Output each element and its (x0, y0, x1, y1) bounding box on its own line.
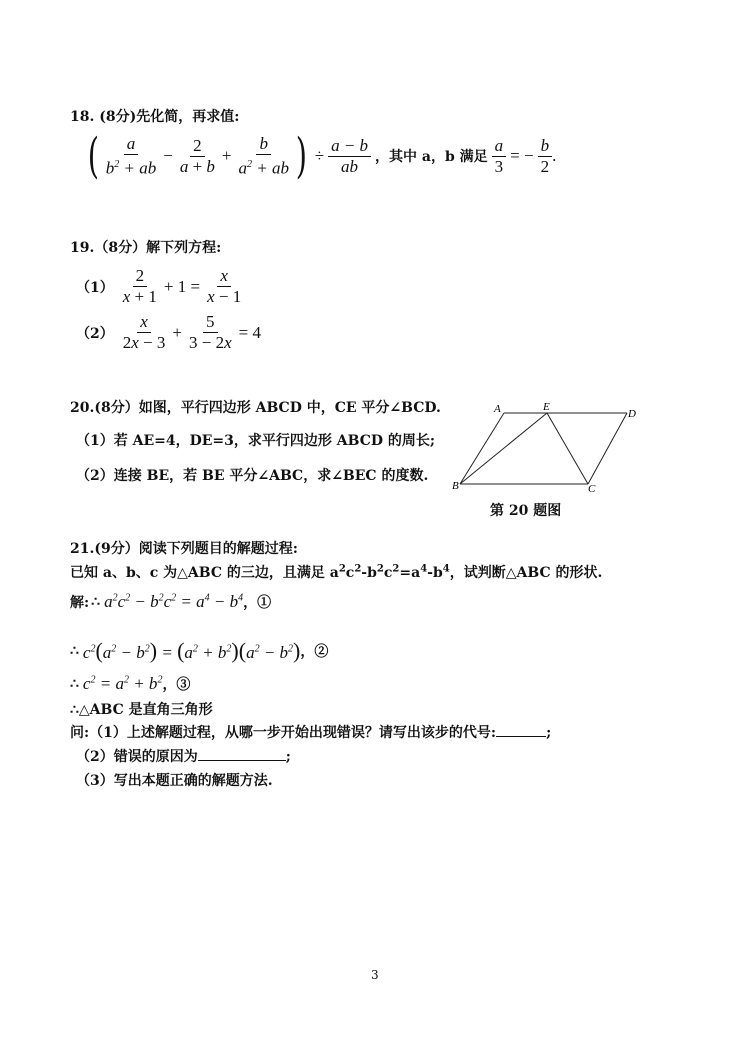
segment-ab (460, 413, 504, 484)
segment-dc (588, 413, 627, 484)
q21-step-2: ∴ $c^2(a^2 - b^2) = (a^2 + b^2)(a^2 - b^2)$ ，② (70, 638, 329, 663)
q19-equation-2: （2） $\frac{x}{2x - 3}$ + $\frac{5}{3 - 2x}$ = 4 (76, 312, 261, 352)
label-b: B (452, 480, 459, 492)
answer-blank-2[interactable] (198, 760, 286, 761)
answer-blank-1[interactable] (496, 736, 546, 737)
segment-be (460, 413, 547, 484)
right-paren: ) (295, 128, 307, 184)
q19-part1-label: （1） (76, 279, 114, 296)
therefore-symbol: ∴ (70, 676, 79, 692)
q20-figure-caption: 第 20 题图 (490, 503, 562, 519)
q19-equation-1: （1） $\frac{2}{x + 1}$ + 1 = $\frac{x}{x - 1}$ (76, 266, 242, 306)
q21-question-3: （3）写出本题正确的解题方法. (76, 773, 273, 789)
q18-condition-text: ，其中 a，b 满足 (375, 149, 488, 165)
label-d: D (628, 408, 636, 420)
step-1-marker: ，① (243, 595, 272, 611)
q21-intro: 已知 a、b、c 为△ABC 的三边，且满足 $a^2c^2-b^2c^2=a^4-b^4$，试判断△ABC 的形状. (70, 563, 603, 581)
q21-conclusion: ∴△ABC 是直角三角形 (70, 702, 213, 718)
q19-heading: 19.（8分）解下列方程: (70, 240, 222, 256)
q21-step-3: ∴ $c^2 = a^2 + b^2$ ，③ (70, 674, 191, 693)
label-a: A (494, 403, 501, 415)
solution-label: 解: (70, 595, 90, 611)
q21-step-1: 解: ∴ $a^2c^2 - b^2c^2 = a^4 - b^4$ ，① (70, 592, 272, 611)
q18-expression: ( $\frac{a}{b^2 + ab}$ − $\frac{2}{a + b}$ + $\frac{b}{a^2 + ab}$ ) ÷ $\frac{a - b}{ab}$ ，其中 a，b 满足 $\frac{a}{3}$ = − $\frac{b}{2}$ . (87, 128, 557, 184)
segment-ec (547, 413, 588, 484)
label-c: C (588, 483, 596, 495)
left-paren: ( (87, 128, 99, 184)
q21-question-2: （2）错误的原因为 ; (76, 749, 291, 765)
q21-heading: 21.(9分）阅读下列题目的解题过程: (70, 541, 298, 557)
step-2-marker: ，② (300, 644, 329, 660)
q20-part2: （2）连接 BE，若 BE 平分∠ABC，求∠BEC 的度数. (76, 468, 429, 484)
q19-part2-label: （2） (76, 325, 114, 342)
page-number: 3 (371, 968, 379, 982)
q20-part1: （1）若 AE=4，DE=3，求平行四边形 ABCD 的周长; (76, 433, 436, 449)
q20-heading: 20.(8分）如图，平行四边形 ABCD 中，CE 平分∠BCD. (70, 400, 441, 416)
label-e: E (543, 401, 550, 413)
step-3-marker: ，③ (162, 677, 191, 693)
therefore-symbol: ∴ (91, 594, 101, 610)
therefore-symbol: ∴ (70, 643, 79, 659)
q20-parallelogram-figure (450, 400, 650, 495)
q21-question-1: 问:（1）上述解题过程，从哪一步开始出现错误？请写出该步的代号: ; (70, 725, 552, 741)
q18-heading: 18. (8分)先化简，再求值: (70, 109, 240, 125)
